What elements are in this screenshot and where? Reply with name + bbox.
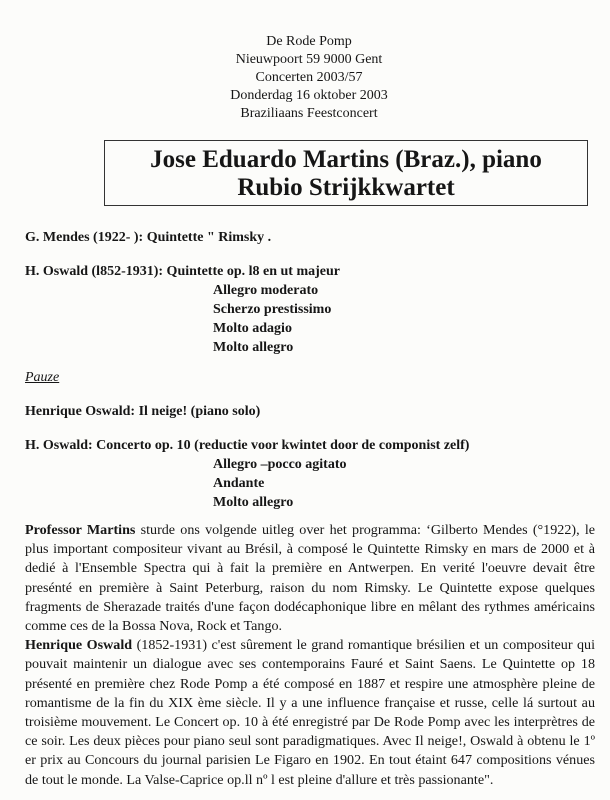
concert-subtitle: Braziliaans Feestconcert (240, 106, 378, 121)
notes-composer-oswald: Henrique Oswald (25, 637, 133, 654)
venue-header (0, 33, 610, 123)
performer-quartet: Rubio Strijkkwartet (237, 174, 455, 201)
notes-text-mendes: sturde ons volgende uitleg over het programma: ‘Gilberto Mendes (°1922), le plus important compositeur vivant au Brésil, à composé le Quintette Rimsky en mars de 2000 et à dedié à l'Ensemble Spectra qui à fait la première en Antwerpen. En verité l'oeuvre devait être presénté en première à Saint Peterburg, raison du nom Rimsky. Le Quintette expose quelques fragments de Sherazade traités d'une façon dodécaphonique libre en mêlant des rythmes américains comme ces de la Bossa Nova, Rock et Tango. (25, 522, 595, 635)
concert-date: Donderdag 16 oktober 2003 (230, 88, 388, 103)
concert-series: Concerten 2003/57 (255, 70, 363, 85)
movement-item: Allegro –pocco agitato (213, 457, 347, 472)
program-piece-oswald-concerto: H. Oswald: Concerto op. 10 (reductie voor kwintet door de componist zelf) (25, 438, 470, 453)
venue-address: Nieuwpoort 59 9000 Gent (235, 52, 383, 67)
program-piece-mendes: G. Mendes (1922- ): Quintette " Rimsky . (25, 230, 272, 245)
pause-label: Pauze (25, 370, 60, 385)
movement-item: Scherzo prestissimo (213, 302, 332, 317)
notes-author: Professor Martins (25, 522, 136, 538)
movement-item: Molto allegro (213, 495, 294, 510)
movement-item: Molto adagio (213, 321, 292, 336)
program-piece-il-neige: Henrique Oswald: Il neige! (piano solo) (25, 404, 261, 419)
notes-text-oswald: (1852-1931) c'est sûrement le grand romantique brésilien et un compositeur qui pouvait maintenir un dialogue avec ses contemporains Fauré et Saint Saens. Le Quintette op 18 présenté en première chez Rode Pomp a été composé en 1887 et respire une atmosphère pleine de romantisme de la fin du XIX ème siècle. Il y a une influence française et russe, celle lá surtout au troisième mouvement. Le Concert op. 10 à été enregistré par De Rode Pomp avec les interprètres de ce soir. Les deux pièces pour piano seul sont paradigmatiques. Avec Il neige!, Oswald à obtenu le 1º er prix au Concours du journal parisien Le Figaro en 1902. En tout étaint 647 compositions vénues de tout le monde. La Valse-Caprice op.ll nº l est pleine d'allure et très passionante". (25, 637, 596, 788)
program-piece-oswald-quintette: H. Oswald (l852-1931): Quintette op. l8 en ut majeur (25, 264, 340, 279)
movement-item: Andante (213, 476, 265, 491)
movement-item: Allegro moderato (213, 283, 319, 298)
performers-title-box (104, 140, 588, 206)
venue-name: De Rode Pomp (266, 34, 352, 49)
program-notes-paragraph (25, 521, 595, 790)
performer-pianist: Jose Eduardo Martins (Braz.), piano (150, 146, 542, 173)
movement-item: Molto allegro (213, 340, 294, 355)
